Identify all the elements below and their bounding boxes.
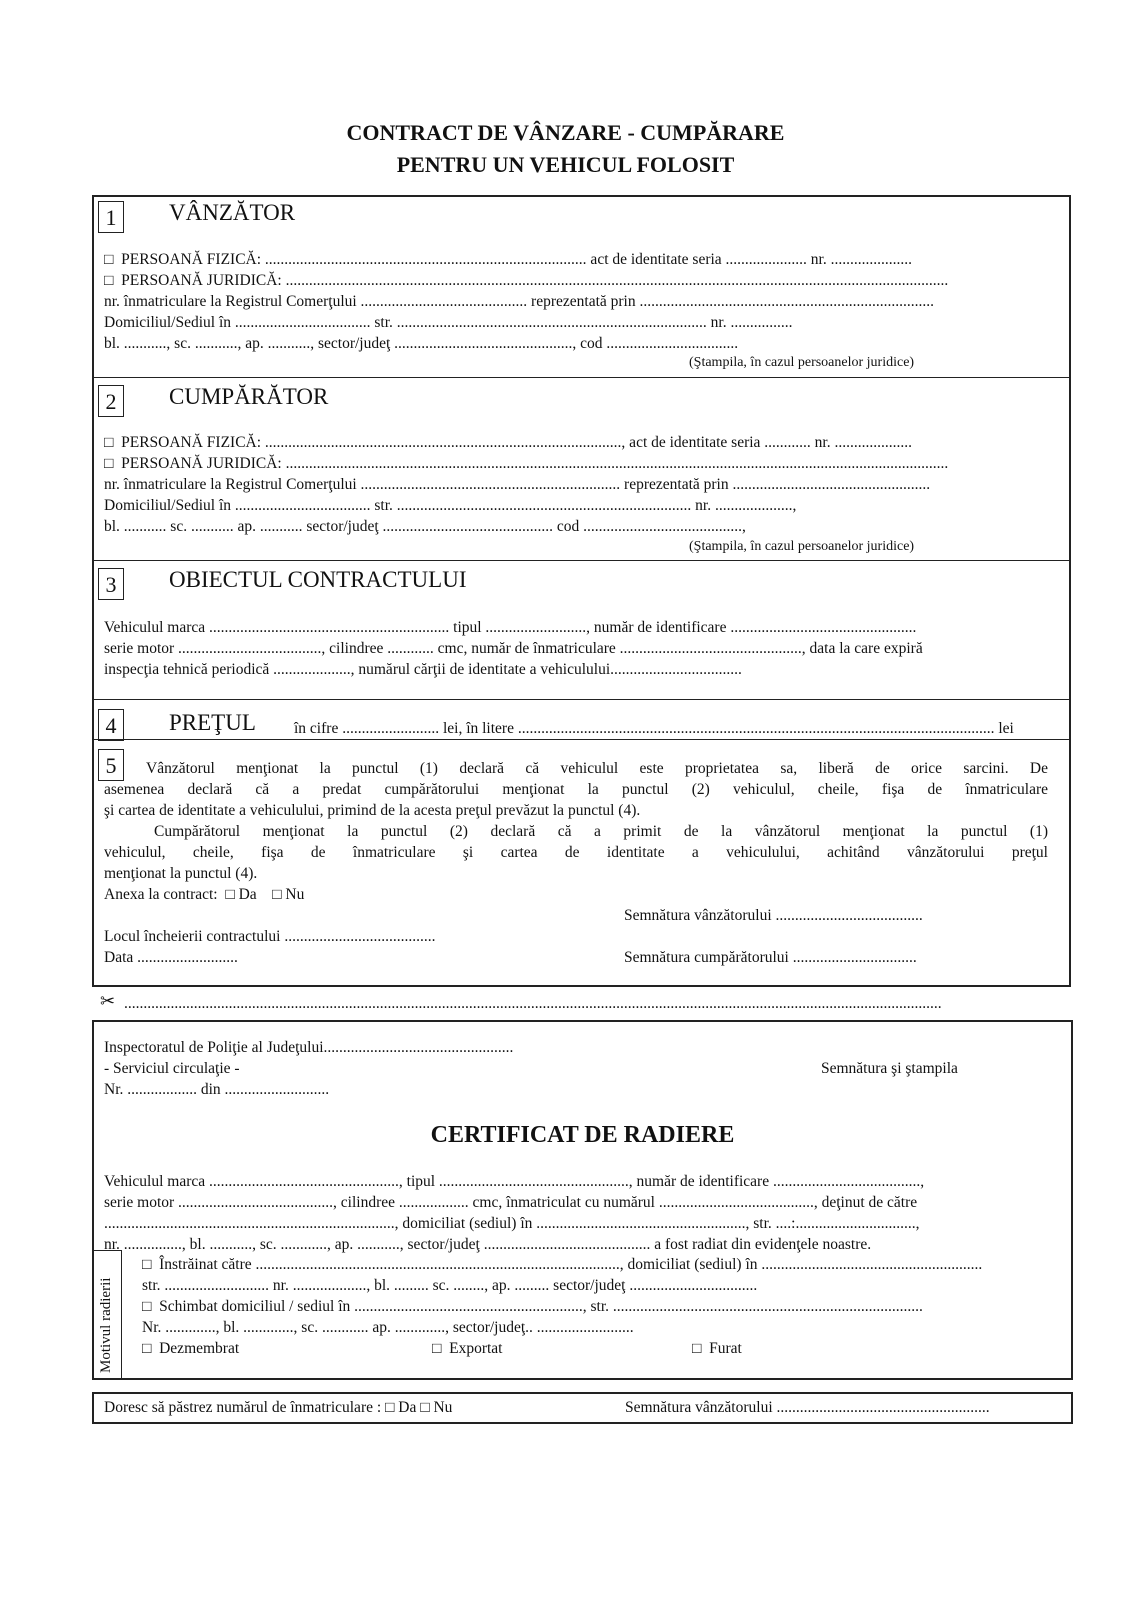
buyer-natural-person: □ PERSOANĂ FIZICĂ: ............................................................................................, act de identitate seria ............ nr. .................... bbox=[104, 434, 912, 451]
motive-label-box bbox=[94, 1250, 122, 1378]
cert-vehicle-make: Vehiculul marca ................................................., tipul ................................................., număr de identificare ......................................, bbox=[104, 1173, 925, 1190]
buyer-declaration-line3: menţionat la punctul (4). bbox=[104, 865, 258, 882]
section-3-number: 3 bbox=[98, 568, 124, 600]
seller-natural-person: □ PERSOANĂ FIZICĂ: ................................................................................... act de identitate seria ..................... nr. ..................... bbox=[104, 251, 912, 268]
footer-seller-signature: Semnătura vânzătorului ....................................................... bbox=[625, 1399, 990, 1416]
contract-place: Locul încheierii contractului ....................................... bbox=[104, 928, 436, 945]
seller-declaration-line1: Vânzătorul menţionat la punctul (1) declară că vehiculul este proprietatea sa, liberă de orice sarcini. De bbox=[146, 760, 1048, 777]
contract-box bbox=[92, 195, 1071, 987]
title-line1: CONTRACT DE VÂNZARE - CUMPĂRARE bbox=[346, 120, 785, 145]
buyer-registry: nr. înmatriculare la Registrul Comerţului ................................................................... reprezentată prin ................................................... bbox=[104, 476, 931, 493]
motive-transferred-address: str. ........................... nr. ..................., bl. ......... sc. ........, ap. ......... sector/judeţ ................................. bbox=[142, 1277, 758, 1294]
section-3-title: OBIECTUL CONTRACTULUI bbox=[169, 567, 467, 592]
buyer-declaration-line2: vehiculul, cheile, fişa de înmatriculare şi cartea de identitate a vehiculului, achitând vânzătorului preţul bbox=[104, 844, 1048, 861]
contract-date: Data .......................... bbox=[104, 949, 238, 966]
buyer-legal-person: □ PERSOANĂ JURIDICĂ: ........................................................................................................................................................................... bbox=[104, 455, 949, 472]
section-5-number: 5 bbox=[98, 749, 124, 781]
cert-owner: ..........................................................................., domiciliat (sediul) în ......................................................, str. ....:..............................., bbox=[104, 1215, 920, 1232]
motive-exported[interactable]: □ Exportat bbox=[432, 1340, 503, 1357]
divider bbox=[94, 560, 1069, 561]
price-text: în cifre ......................... lei, în litere ........................................................................................................................... lei bbox=[294, 720, 1014, 737]
cert-address: nr. ..............., bl. ..........., sc. ............, ap. ..........., sector/judeţ ........................................... a fost radiat din evidenţele noastre. bbox=[104, 1236, 872, 1253]
police-inspectorate: Inspectoratul de Poliţie al Judeţului................................................. bbox=[104, 1039, 514, 1056]
seller-address-details: bl. ..........., sc. ..........., ap. ..........., sector/judeţ .............................................., cod .................................. bbox=[104, 335, 739, 352]
certificate-box bbox=[92, 1020, 1073, 1380]
buyer-stamp-note: (Ştampila, în cazul persoanelor juridice) bbox=[689, 539, 915, 554]
motive-dismantled[interactable]: □ Dezmembrat bbox=[142, 1340, 240, 1357]
motive-changed-address-details: Nr. ............., bl. ............., sc. ............ ap. ............., sector/judeţ.. ......................... bbox=[142, 1319, 634, 1336]
divider bbox=[94, 739, 1069, 740]
motive-transferred[interactable]: □ Înstrăinat către .............................................................................................., domiciliat (sediul) în ......................................................... bbox=[142, 1256, 983, 1273]
buyer-address-details: bl. ........... sc. ........... ap. ........... sector/judeţ ............................................ cod ........................................., bbox=[104, 518, 746, 535]
traffic-service: - Serviciul circulaţie - bbox=[104, 1060, 240, 1077]
buyer-address: Domiciliul/Sediul în ................................... str. ............................................................................ nr. ...................., bbox=[104, 497, 797, 514]
seller-signature: Semnătura vânzătorului ...................................... bbox=[624, 907, 923, 924]
seller-stamp-note: (Ştampila, în cazul persoanelor juridice) bbox=[689, 355, 915, 370]
title-line2: PENTRU UN VEHICUL FOLOSIT bbox=[396, 152, 735, 177]
motive-changed-address[interactable]: □ Schimbat domiciliul / sediul în ..........................................................., str. ................................................................................ bbox=[142, 1298, 923, 1315]
section-2-title: CUMPĂRĂTOR bbox=[169, 384, 329, 409]
cert-number-date: Nr. .................. din ........................... bbox=[104, 1081, 330, 1098]
section-4-number: 4 bbox=[98, 709, 124, 741]
section-1-title: VÂNZĂTOR bbox=[169, 200, 296, 225]
seller-declaration-line2: asemenea declară că a predat cumpărătorului menţionat la punctul (2) vehiculul, cheile, fişa de înmatriculare bbox=[104, 781, 1048, 798]
vehicle-engine: serie motor ....................................., cilindree ............ cmc, număr de înmatriculare ..............................................., data la care expiră bbox=[104, 640, 923, 657]
section-2-number: 2 bbox=[98, 385, 124, 417]
seller-registry: nr. înmatriculare la Registrul Comerţului ........................................... reprezentată prin ............................................................................ bbox=[104, 293, 934, 310]
divider bbox=[94, 699, 1069, 700]
section-1-number: 1 bbox=[98, 201, 124, 233]
cut-line: ................................................................................................................................................................................................................... bbox=[124, 995, 942, 1012]
footer-box bbox=[92, 1392, 1073, 1424]
buyer-declaration-line1: Cumpărătorul menţionat la punctul (2) declară că a primit de la vânzătorul menţionat la punctul (1) bbox=[154, 823, 1048, 840]
vehicle-make: Vehiculul marca .............................................................. tipul .........................., număr de identificare ................................................ bbox=[104, 619, 917, 636]
certificate-title: CERTIFICAT DE RADIERE bbox=[430, 1122, 735, 1148]
seller-declaration-line3: şi cartea de identitate a vehiculului, primind de la acesta preţul prevăzut la punctul (4). bbox=[104, 802, 641, 819]
buyer-signature: Semnătura cumpărătorului ................................ bbox=[624, 949, 917, 966]
seller-address: Domiciliul/Sediul în ................................... str. ................................................................................ nr. ................ bbox=[104, 314, 793, 331]
section-4-title: PREŢUL bbox=[169, 710, 256, 735]
keep-plate-number[interactable]: Doresc să păstrez numărul de înmatriculare : □ Da □ Nu bbox=[104, 1399, 453, 1416]
divider bbox=[94, 377, 1069, 378]
signature-stamp: Semnătura şi ştampila bbox=[821, 1060, 958, 1077]
scissors-icon: ✂ bbox=[100, 991, 116, 1011]
motive-label: Motivul radierii bbox=[98, 1277, 114, 1373]
vehicle-inspection: inspecţia tehnică periodică ...................., numărul cărţii de identitate a vehiculului.................................. bbox=[104, 661, 742, 678]
annex-checkboxes[interactable]: Anexa la contract: □ Da □ Nu bbox=[104, 886, 305, 903]
cert-vehicle-engine: serie motor ........................................, cilindree .................. cmc, înmatriculat cu numărul ........................................, deţinut de către bbox=[104, 1194, 918, 1211]
motive-stolen[interactable]: □ Furat bbox=[692, 1340, 742, 1357]
seller-legal-person: □ PERSOANĂ JURIDICĂ: ........................................................................................................................................................................... bbox=[104, 272, 949, 289]
